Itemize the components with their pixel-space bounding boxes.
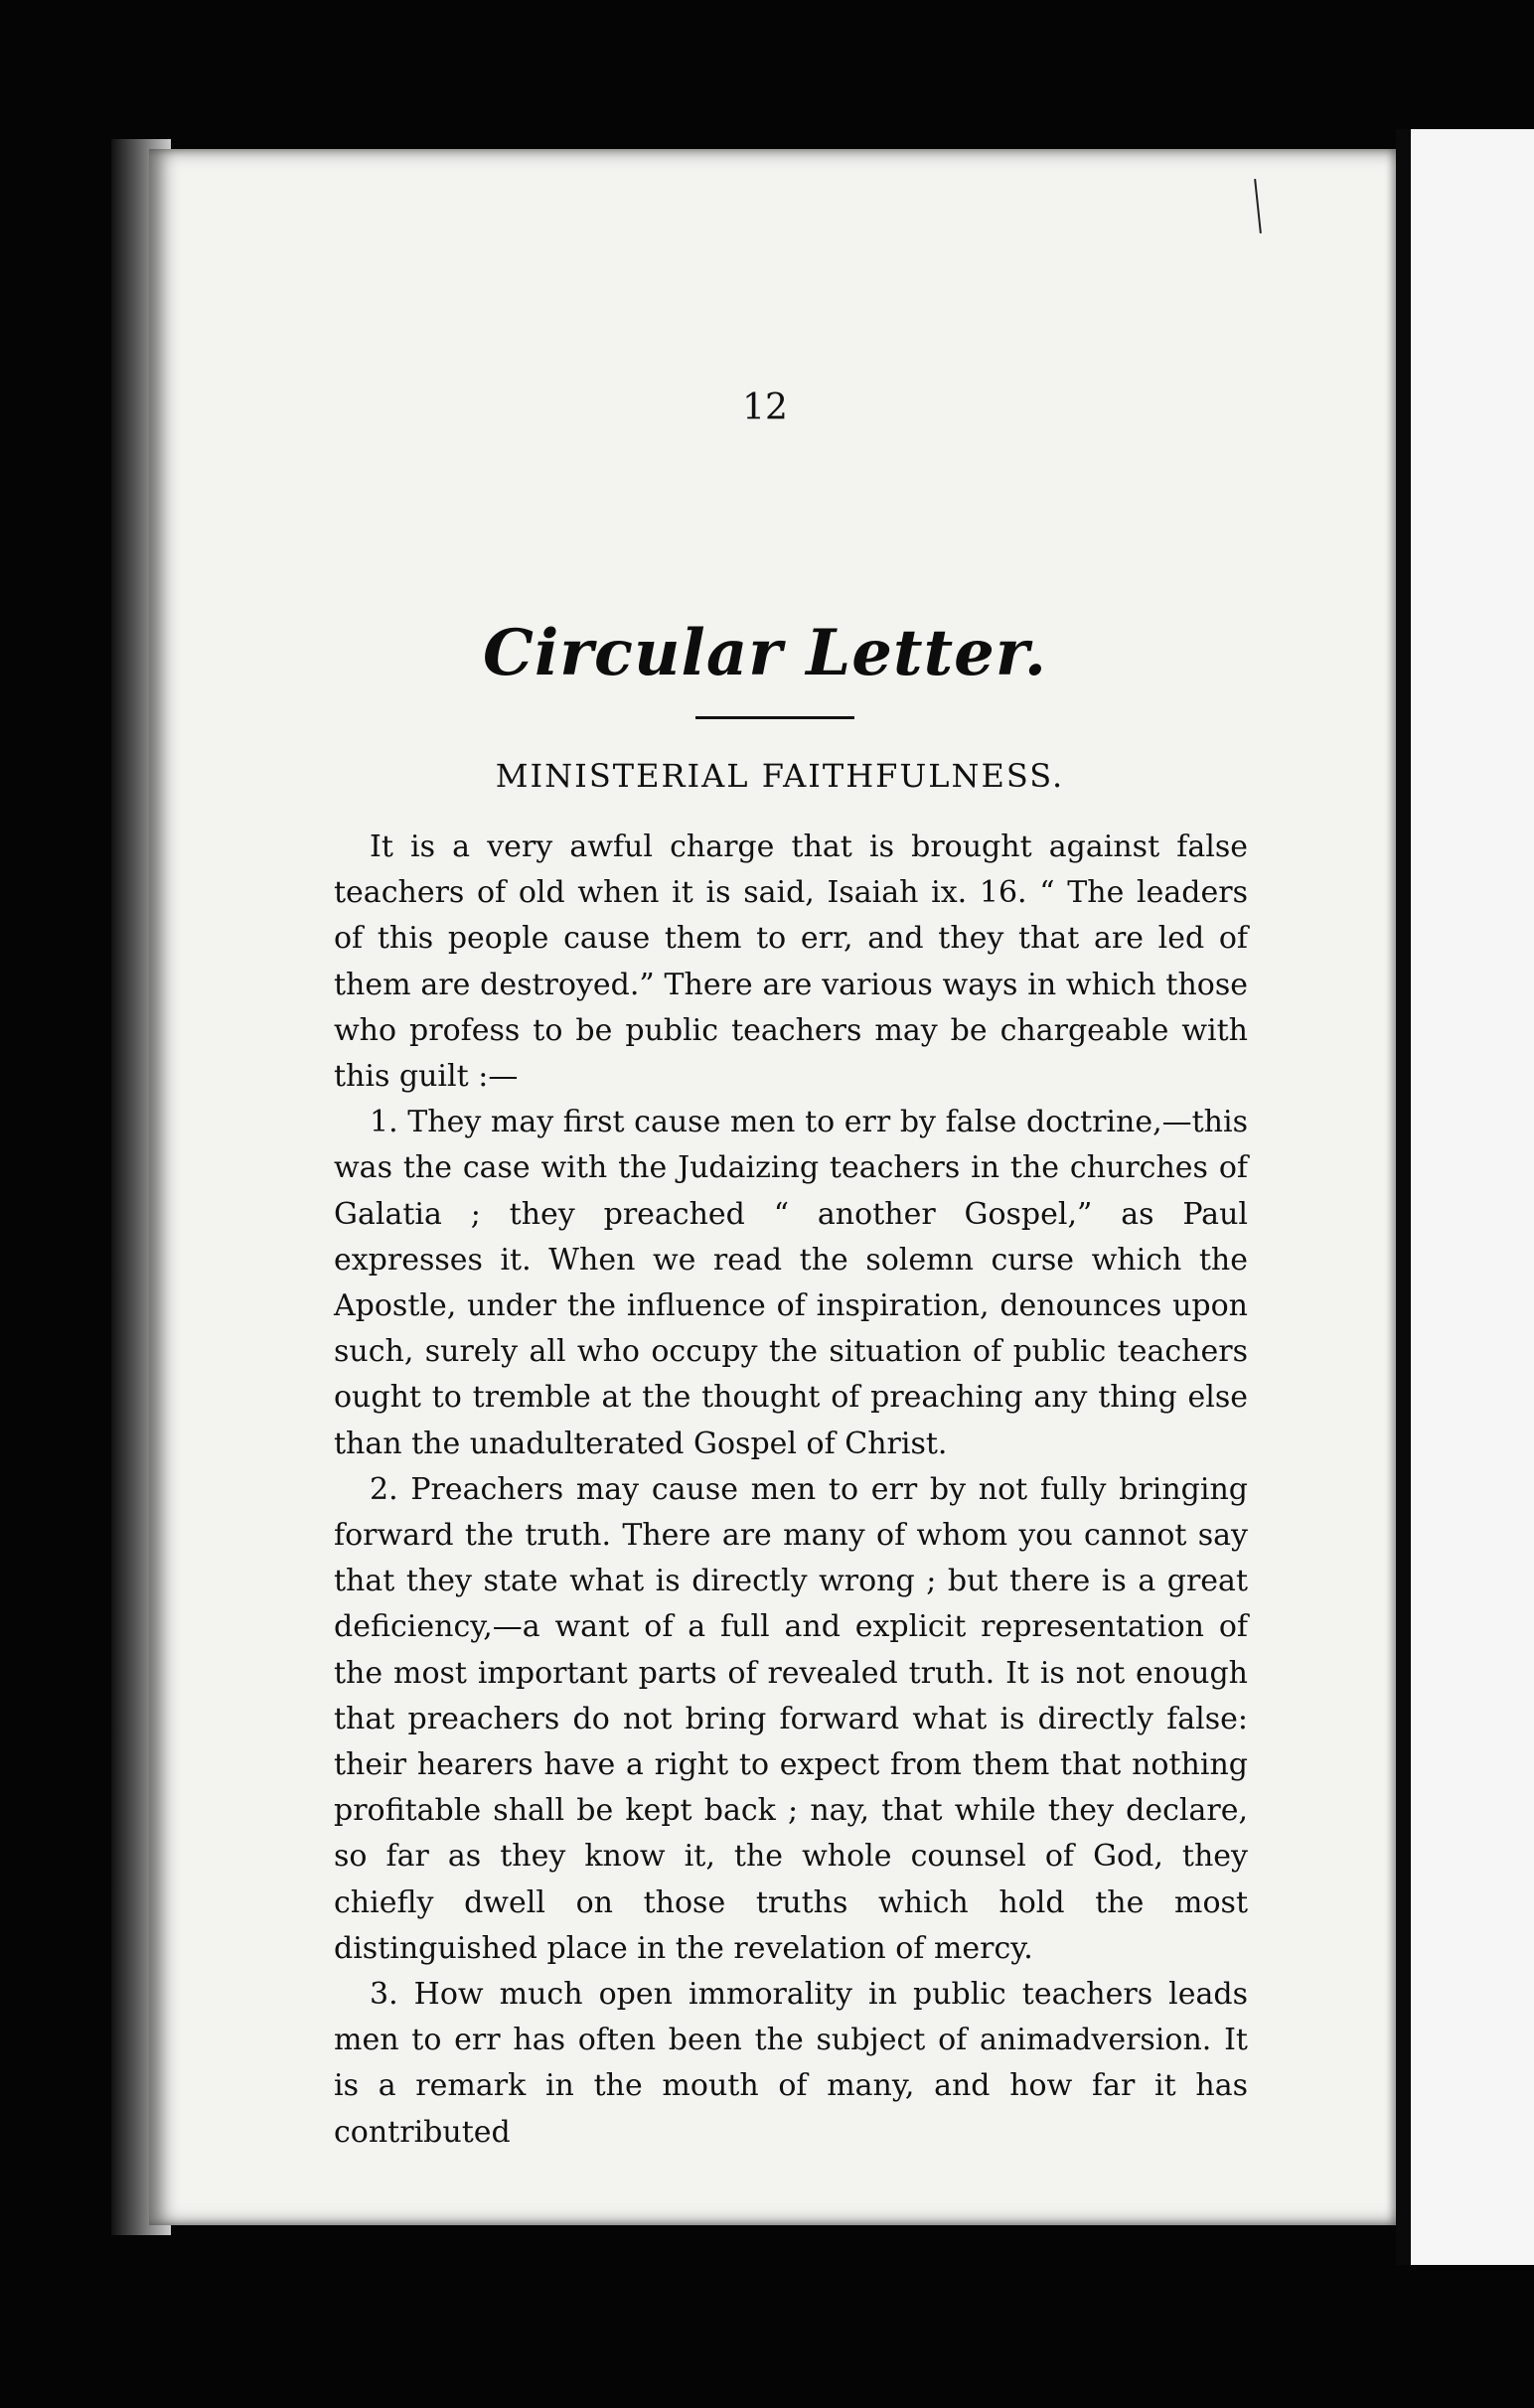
body-text xyxy=(334,825,1248,2156)
facing-page-strip xyxy=(1411,129,1534,2265)
page-heading: Circular Letter. xyxy=(483,616,1047,690)
paragraph-2: 2. Preachers may cause men to err by not fully bringing forward the truth. There are many of whom you cannot say that they state what is directly wrong ; but there is a great deficiency,—a want of a full and explicit representation of the most important parts of revealed truth. It is not enough that preachers do not bring forward what is directly false: their hearers have a right to expect from them that nothing profitable shall be kept back ; nay, that while they declare, so far as they know it, the whole counsel of God, they chiefly dwell on those truths which hold the most distinguished place in the revelation of mercy. xyxy=(334,1471,1248,1966)
paragraph-1: 1. They may first cause men to err by false doctrine,—this was the case with the Judaizing teachers in the churches of Galatia ; they preached “ another Gospel,” as Paul expresses it. When we read the solemn curse which the Apostle, under the influence of inspiration, denounces upon such, surely all who occupy the situation of public teachers ought to tremble at the thought of preaching any thing else than the unadulterated Gospel of Christ. xyxy=(334,1105,1248,1461)
paragraph-3: 3. How much open immorality in public teachers leads men to err has often been the subject of animadversion. It is a remark in the mouth of many, and how far it has contributed xyxy=(334,1977,1248,2150)
page-number: 12 xyxy=(742,387,788,428)
paragraph-intro: It is a very awful charge that is brought against false teachers of old when it is said, Isaiah ix. 16. “ The leaders of this people cause them to err, and they that are led of them are destroyed.” There are various ways in which those who profess to be public teachers may be chargeable with this guilt :— xyxy=(334,829,1248,1095)
section-title: MINISTERIAL FAITHFULNESS. xyxy=(495,757,1065,795)
heading-rule xyxy=(695,716,854,719)
